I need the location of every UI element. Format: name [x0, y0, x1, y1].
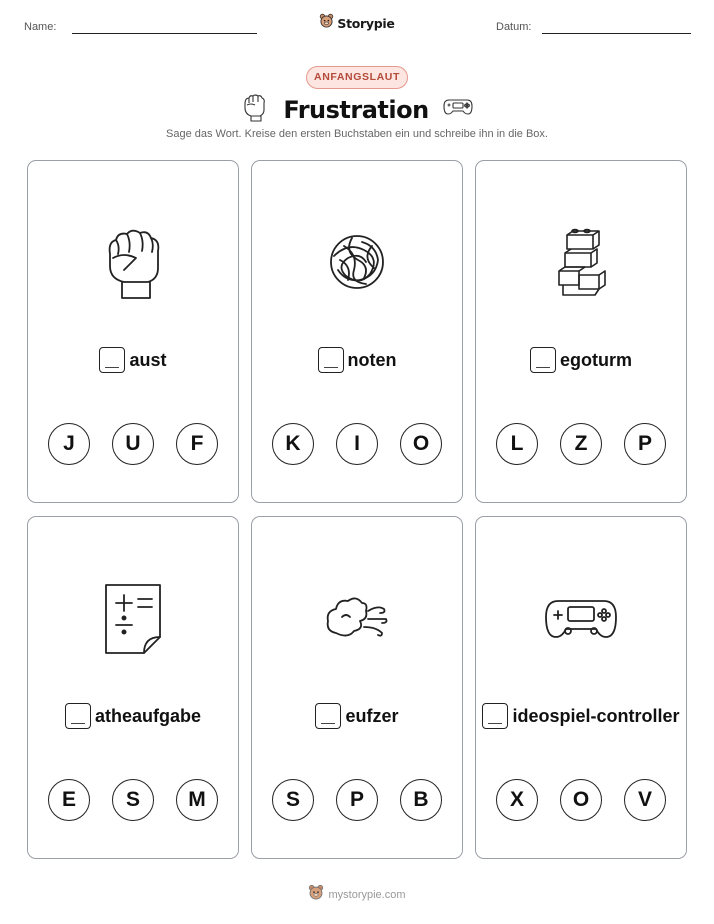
letter-choice[interactable]: B: [400, 779, 442, 821]
word-rest: eufzer: [345, 705, 399, 726]
letter-choice[interactable]: J: [48, 423, 90, 465]
letter-choice[interactable]: O: [400, 423, 442, 465]
letter-choice[interactable]: O: [560, 779, 602, 821]
letter-choice[interactable]: X: [496, 779, 538, 821]
letter-choices: [28, 779, 238, 821]
answer-box[interactable]: [318, 347, 344, 373]
letter-choice[interactable]: S: [112, 779, 154, 821]
footer: [0, 884, 714, 905]
answer-box[interactable]: [482, 703, 508, 729]
word-row: [28, 347, 238, 373]
word-card: [27, 160, 239, 503]
letter-choice[interactable]: L: [496, 423, 538, 465]
word-row: [476, 347, 686, 373]
word-card: [27, 516, 239, 859]
date-label: Datum:: [496, 21, 532, 33]
word-card: [475, 160, 687, 503]
word-row: [476, 703, 686, 729]
word-row: [252, 703, 462, 729]
word-card: [475, 516, 687, 859]
word-rest: atheaufgabe: [94, 705, 202, 726]
date-line[interactable]: [542, 33, 691, 34]
word-rest: aust: [129, 349, 167, 370]
letter-choices: [476, 423, 686, 465]
name-label: Name:: [24, 21, 57, 33]
letter-choice[interactable]: M: [176, 779, 218, 821]
letter-choice[interactable]: S: [272, 779, 314, 821]
footer-url[interactable]: mystorypie.com: [328, 888, 406, 901]
storypie-bear-icon: [308, 884, 324, 905]
letter-choices: [252, 779, 462, 821]
word-card: [251, 516, 463, 859]
letter-choice[interactable]: I: [336, 423, 378, 465]
word-rest: egoturm: [560, 349, 632, 370]
word-rest: ideospiel-controller: [512, 705, 680, 726]
brand-name: Storypie: [337, 15, 395, 31]
letter-choice[interactable]: F: [176, 423, 218, 465]
fist-icon: [100, 224, 166, 305]
page-title: Frustration: [283, 95, 429, 124]
word-card: [251, 160, 463, 503]
word-row: [28, 703, 238, 729]
letter-choices: [28, 423, 238, 465]
name-line[interactable]: [72, 33, 257, 34]
answer-box[interactable]: [315, 703, 341, 729]
instructions: Sage das Wort. Kreise den ersten Buchstaben ein und schreibe ihn in die Box.: [166, 128, 548, 140]
sigh-puff-icon: [324, 593, 390, 648]
letter-choices: [476, 779, 686, 821]
title-row: [0, 92, 714, 127]
math-worksheet-icon: [102, 581, 164, 660]
fist-icon: [241, 92, 269, 127]
answer-box[interactable]: [65, 703, 91, 729]
word-row: [252, 347, 462, 373]
answer-box[interactable]: [530, 347, 556, 373]
word-rest: noten: [347, 349, 397, 370]
letter-choice[interactable]: U: [112, 423, 154, 465]
letter-choice[interactable]: P: [336, 779, 378, 821]
tangled-knot-icon: [324, 230, 390, 299]
letter-choice[interactable]: Z: [560, 423, 602, 465]
category-tag: ANFANGSLAUT: [306, 66, 408, 89]
storypie-bear-icon: [319, 13, 334, 33]
answer-box[interactable]: [99, 347, 125, 373]
lego-tower-icon: [555, 225, 607, 304]
brand-logo: [0, 13, 714, 33]
letter-choice[interactable]: P: [624, 423, 666, 465]
letter-choice[interactable]: V: [624, 779, 666, 821]
letter-choice[interactable]: K: [272, 423, 314, 465]
game-controller-icon: [544, 593, 618, 648]
game-controller-icon: [443, 97, 473, 122]
letter-choices: [252, 423, 462, 465]
letter-choice[interactable]: E: [48, 779, 90, 821]
